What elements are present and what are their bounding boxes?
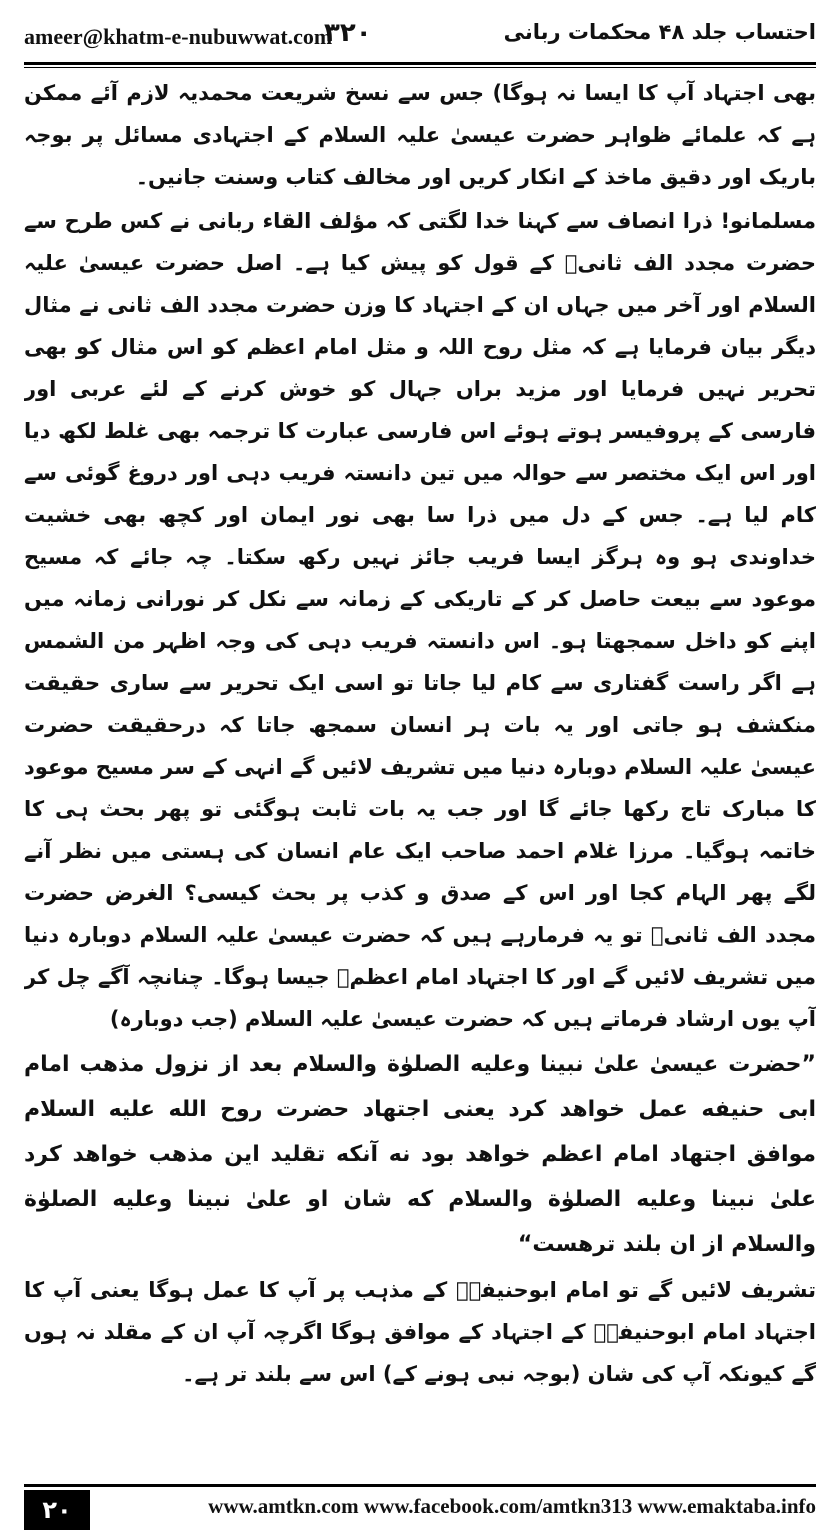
persian-quote: ”حضرت عیسیٰ علیٰ نبینا وعلیه الصلوٰة والسلام بعد از نزول مذهب امام ابی حنیفه عمل خواهد کرد یعنی اجتهاد حضرت روح الله علیه السلام موافق اجتهاد امام اعظم خواهد بود نه آنکه تقلید این مذهب خواهد کرد علیٰ نبینا وعلیه الصلوٰة والسلام که شان او علیٰ نبینا وعلیه الصلوٰة والسلام از ان بلند ترهست“ [24, 1052, 816, 1257]
header-rule [24, 62, 816, 65]
paragraph-1: بھی اجتہاد آپ کا ایسا نہ ہوگا) جس سے نسخ شریعت محمدیہ لازم آئے ممکن ہے کہ علمائے ظواہر حضرت عیسیٰ علیہ السلام کے اجتہادی مسائل پر بوجہ باریک اور دقیق ماخذ کے انکار کریں اور مخالف کتاب وسنت جانیں۔ [24, 81, 816, 189]
page-number-top: ۳۲۰ [324, 18, 372, 48]
footer-page-number: ۲۰ [24, 1490, 90, 1530]
page-header [24, 18, 816, 58]
footer-rule [24, 1484, 816, 1487]
footer-links: www.amtkn.com www.facebook.com/amtkn313 www.emaktaba.info [208, 1494, 816, 1518]
header-rule-thin [24, 67, 816, 68]
email-address: ameer@khatm-e-nubuwwat.com [24, 24, 333, 49]
book-title: احتساب جلد ۴۸ محکمات ربانی [503, 20, 816, 44]
closing-paragraph: تشریف لائیں گے تو امام ابوحنیفہؒ کے مذہب پر آپ کا عمل ہوگا یعنی آپ کا اجتہاد امام ابوحنیفہؒ کے اجتہاد کے موافق ہوگا اگرچہ آپ ان کے مقلد نہ ہوں گے کیونکہ آپ کی شان (بوجہ نبی ہونے کے) اس سے بلند تر ہے۔ [24, 1278, 816, 1386]
paragraph-2: مسلمانو! ذرا انصاف سے کہنا خدا لگتی کہ مؤلف القاء ربانی نے کس طرح سے حضرت مجدد الف ثانیؒ کے قول کو پیش کیا ہے۔ اصل حضرت عیسیٰ علیہ السلام اور آخر میں جہاں ان کے اجتہاد کا وزن حضرت مجدد الف ثانی نے مثال دیگر بیان فرمایا ہے کہ مثل روح اللہ و مثل امام اعظم کو اس مثال کو بھی تحریر نہیں فرمایا اور مزید براں جہال کو خوش کرنے کے لئے عربی اور فارسی کے پروفیسر ہوتے ہوئے اس فارسی عبارت کا ترجمہ بھی غلط لکھ دیا اور اس ایک مختصر سے حوالہ میں تین دانستہ فریب دہی اور دروغ گوئی سے کام لیا ہے۔ جس کے دل میں ذرا سا بھی نور ایمان اور کچھ بھی خشیت خداوندی ہو وہ ہرگز ایسا فریب جائز نہیں رکھ سکتا۔ چہ جائے کہ مسیح موعود سے بیعت حاصل کر کے تاریکی کے زمانہ سے نکل کر نورانی زمانہ میں اپنے کو داخل سمجھتا ہو۔ اس دانستہ فریب دہی کی وجہ اظہر من الشمس ہے اگر راست گفتاری سے کام لیا جاتا تو اسی ایک تحریر سے ساری حقیقت منکشف ہو جاتی اور یہ بات ہر انسان سمجھ جاتا کہ درحقیقت حضرت عیسیٰ علیہ السلام دوبارہ دنیا میں تشریف لائیں گے انہی کے سر مسیح موعود کا مبارک تاج رکھا جائے گا اور جب یہ بات ثابت ہوگئی تو پھر بحث ہی کا خاتمہ ہوگیا۔ مرزا غلام احمد صاحب ایک عام انسان کی ہستی میں نظر آنے لگے پھر الہام کجا اور اس کے صدق و کذب پر بحث کیسی؟ الغرض حضرت مجدد الف ثانیؒ تو یہ فرمارہے ہیں کہ حضرت عیسیٰ علیہ السلام دوبارہ دنیا میں تشریف لائیں گے اور کا اجتہاد امام اعظمؒ جیسا ہوگا۔ چنانچہ آگے چل کر آپ یوں ارشاد فرماتے ہیں کہ حضرت عیسیٰ علیہ السلام (جب دوبارہ) [24, 209, 816, 1031]
page-body [24, 72, 816, 1472]
